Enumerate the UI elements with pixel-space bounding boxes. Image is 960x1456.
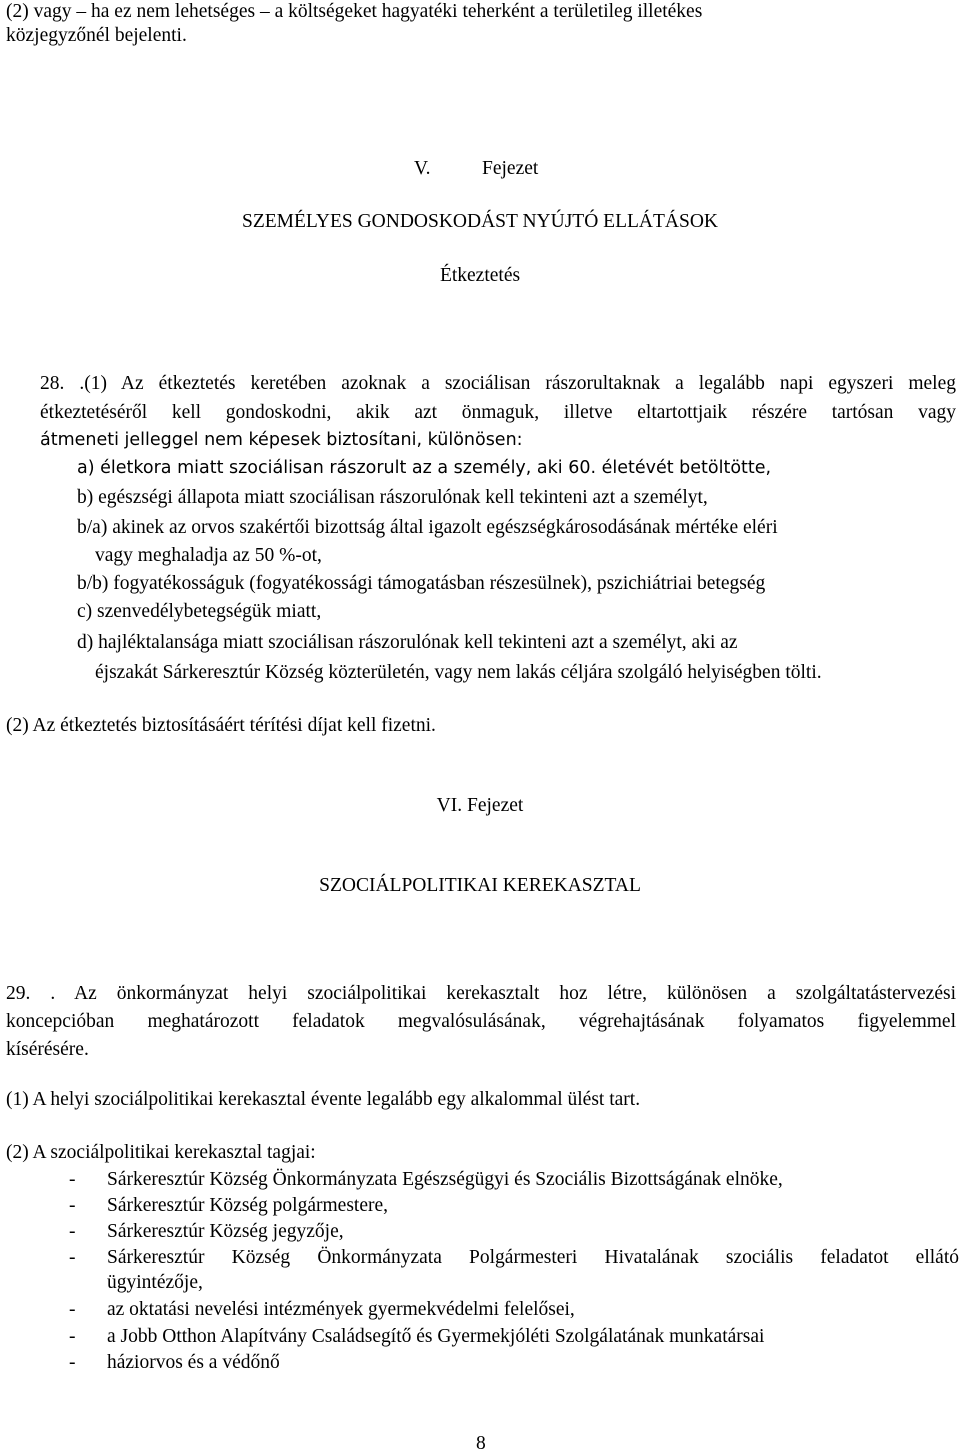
item-b: b) egészségi állapota miatt szociálisan rászorulónak kell tekinteni azt a személyt, xyxy=(77,487,708,508)
intro-line-2: közjegyzőnél bejelenti. xyxy=(6,25,187,46)
section28-line-1: 28. .(1) Az étkeztetés keretében azoknak a szociálisan rászorultaknak a legalább napi egyszeri meleg xyxy=(40,373,956,394)
item-bb: b/b) fogyatékosságuk (fogyatékossági támogatásban részesülnek), pszichiátriai betegség xyxy=(77,573,766,594)
section28-line-2: étkeztetéséről kell gondoskodni, akik azt önmaguk, illetve eltartottjaik részére tartósan vagy xyxy=(40,402,956,423)
member-item: a Jobb Otthon Alapítvány Családsegítő és Gyermekjóléti Szolgálatának munkatársai xyxy=(107,1326,765,1347)
page-number: 8 xyxy=(476,1433,486,1454)
item-c: c) szenvedélybetegségük miatt, xyxy=(77,601,322,622)
member-item-continued: ügyintézője, xyxy=(107,1272,203,1293)
member-item: Sárkeresztúr Község jegyzője, xyxy=(107,1221,344,1242)
member-item: Sárkeresztúr Község Önkormányzata Egészségügyi és Szociális Bizottságának elnöke, xyxy=(107,1169,783,1190)
item-d-1: d) hajléktalansága miatt szociálisan rászorulónak kell tekinteni azt a személyt, aki az xyxy=(77,632,738,653)
section29-para-2: (2) A szociálpolitikai kerekasztal tagjai: xyxy=(6,1142,316,1163)
member-item: az oktatási nevelési intézmények gyermekvédelmi felelősei, xyxy=(107,1299,575,1320)
chapter-number: V. xyxy=(414,158,431,179)
item-ba-1: b/a) akinek az orvos szakértői bizottság által igazolt egészségkárosodásának mértéke eléri xyxy=(77,517,778,538)
chapter-subtitle: Étkeztetés xyxy=(439,265,521,286)
section29-line-3: kísérésére. xyxy=(6,1039,89,1060)
item-d-2: éjszakát Sárkeresztúr Község közterületén, vagy nem lakás céljára szolgáló helyiségben tölti. xyxy=(95,662,822,683)
list-dash: - xyxy=(69,1221,76,1242)
list-dash: - xyxy=(69,1195,76,1216)
intro-line-1: (2) vagy – ha ez nem lehetséges – a költségeket hagyatéki teherként a területileg illetékes xyxy=(6,1,703,22)
member-item: háziorvos és a védőnő xyxy=(107,1352,280,1373)
list-dash: - xyxy=(69,1169,76,1190)
chapter-label: Fejezet xyxy=(482,158,539,179)
list-dash: - xyxy=(69,1299,76,1320)
list-dash: - xyxy=(69,1326,76,1347)
item-a: a) életkora miatt szociálisan rászorult az a személy, aki 60. életévét betöltötte, xyxy=(77,458,772,478)
chapter6-title: SZOCIÁLPOLITIKAI KEREKASZTAL xyxy=(319,875,641,896)
list-dash: - xyxy=(69,1352,76,1373)
section29-line-1: 29. . Az önkormányzat helyi szociálpolitikai kerekasztalt hoz létre, különösen a szolgáltatástervezési xyxy=(6,983,956,1004)
member-item: Sárkeresztúr Község Önkormányzata Polgármesteri Hivatalának szociális feladatot ellátó xyxy=(107,1247,959,1268)
list-dash: - xyxy=(69,1247,76,1268)
section28-line-3: átmeneti jelleggel nem képesek biztosítani, különösen: xyxy=(40,430,523,450)
item-ba-2: vagy meghaladja az 50 %-ot, xyxy=(95,545,322,566)
section28-para-2: (2) Az étkeztetés biztosításáért térítési díjat kell fizetni. xyxy=(6,715,436,736)
section29-para-1: (1) A helyi szociálpolitikai kerekasztal évente legalább egy alkalommal ülést tart. xyxy=(6,1089,641,1110)
chapter6-heading: VI. Fejezet xyxy=(436,795,524,816)
member-item: Sárkeresztúr Község polgármestere, xyxy=(107,1195,389,1216)
section29-line-2: koncepcióban meghatározott feladatok megvalósulásának, végrehajtásának folyamatos figyelemmel xyxy=(6,1011,956,1032)
chapter-title: SZEMÉLYES GONDOSKODÁST NYÚJTÓ ELLÁTÁSOK xyxy=(242,211,718,232)
